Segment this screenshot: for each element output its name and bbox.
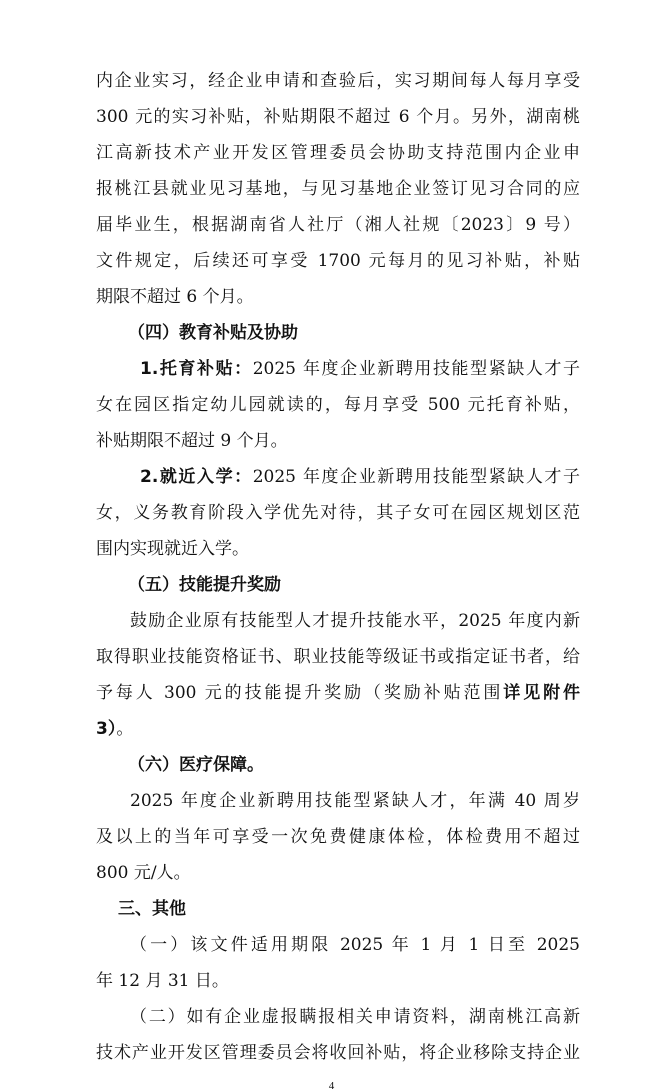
attachment-number: 3） — [96, 719, 117, 739]
body-line: 取得职业技能资格证书、职业技能等级证书或指定证书者，给 — [96, 647, 580, 667]
body-line: 报桃江县就业见习基地，与见习基地企业签订见习合同的应 — [96, 179, 580, 199]
body-text: 予每人 300 元的技能提升奖励（奖励补贴范围 — [96, 683, 504, 703]
body-line: 补贴期限不超过 9 个月。 — [96, 431, 288, 451]
attachment-reference: 详见附件 — [503, 683, 581, 703]
body-line: 江高新技术产业开发区管理委员会协助支持范围内企业申 — [96, 143, 580, 163]
item-school-text: 2025 年度企业新聘用技能型紧缺人才子 — [252, 467, 580, 487]
body-line: 技术产业开发区管理委员会将收回补贴，将企业移除支持企业 — [96, 1043, 580, 1063]
body-line: 800 元/人。 — [96, 863, 191, 883]
body-text: 。 — [116, 719, 134, 739]
item-school-label: 2.就近入学： — [140, 467, 253, 487]
item-school-line — [140, 462, 580, 492]
section-heading-skills: （五）技能提升奖励 — [128, 575, 281, 595]
item-childcare-line — [140, 354, 580, 384]
body-line: 期限不超过 6 个月。 — [96, 287, 254, 307]
page-number: 4 — [328, 1080, 335, 1092]
body-line: 届毕业生，根据湖南省人社厅（湘人社规〔2023〕9 号） — [96, 215, 580, 235]
body-line: 年 12 月 31 日。 — [96, 971, 229, 991]
body-line: 鼓励企业原有技能型人才提升技能水平，2025 年度内新 — [130, 611, 580, 631]
section-heading-medical: （六）医疗保障。 — [128, 755, 264, 775]
body-line: 女，义务教育阶段入学优先对待，其子女可在园区规划区范 — [96, 503, 580, 523]
body-line — [96, 714, 580, 744]
body-line: 内企业实习，经企业申请和查验后，实习期间每人每月享受 — [96, 71, 580, 91]
body-line: （二）如有企业虚报瞒报相关申请资料，湖南桃江高新 — [130, 1007, 580, 1027]
item-childcare-label: 1.托育补贴： — [140, 359, 253, 379]
item-childcare-text: 2025 年度企业新聘用技能型紧缺人才子 — [252, 359, 580, 379]
body-line: 300 元的实习补贴，补贴期限不超过 6 个月。另外，湖南桃 — [96, 107, 580, 127]
body-line: 及以上的当年可享受一次免费健康体检，体检费用不超过 — [96, 827, 580, 847]
body-line — [96, 678, 580, 708]
section-heading-education: （四）教育补贴及协助 — [128, 323, 298, 343]
body-line: （一）该文件适用期限 2025 年 1 月 1 日至 2025 — [130, 935, 580, 955]
section-heading-other: 三、其他 — [118, 899, 186, 919]
body-line: 女在园区指定幼儿园就读的，每月享受 500 元托育补贴， — [96, 395, 580, 415]
body-line: 2025 年度企业新聘用技能型紧缺人才，年满 40 周岁 — [130, 791, 580, 811]
body-line: 文件规定，后续还可享受 1700 元每月的见习补贴，补贴 — [96, 251, 580, 271]
body-line: 围内实现就近入学。 — [96, 539, 249, 559]
